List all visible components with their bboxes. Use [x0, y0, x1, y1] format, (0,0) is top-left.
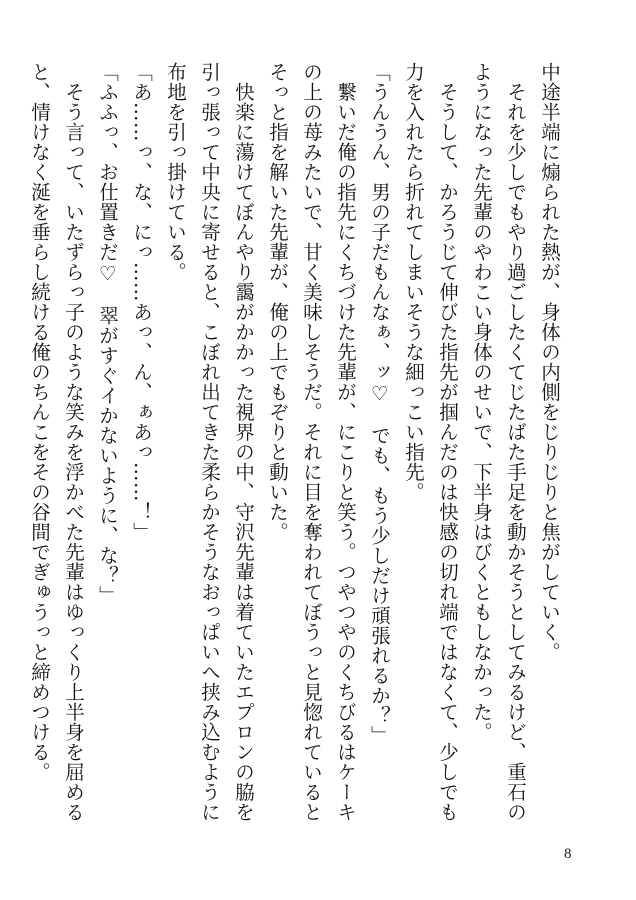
text-line-8: の上の苺みたいで、甘く美味しそうだ。それに目を奪われてぼうっと見惚れていると [300, 62, 323, 822]
text-line-11: 引っ張って中央に寄せると、こぼれ出てきた柔らかそうなおっぱいへ挟み込むように [198, 62, 221, 822]
text-line-5: 力を入れたら折れてしまいそうな細っこい指先。 [402, 62, 425, 502]
text-line-7: 繋いだ俺の指先にくちづけた先輩が、にこりと笑う。つやつやのくちびるはケーキ [334, 62, 357, 822]
text-line-3: ようになった先輩のやわこい身体のせいで、下半身はびくともしなかった。 [470, 62, 493, 742]
text-line-1: 中途半端に煽られた熱が、身体の内側をじりじりと焦がしていく。 [538, 62, 561, 662]
text-line-15: そう言って、いたずらっ子のような笑みを浮かべた先輩はゆっくり上半身を屈める [62, 62, 85, 822]
text-line-2: それを少しでもやり過ごしたくてじたばた手足を動かそうとしてみるけど、重石の [504, 62, 527, 822]
text-line-13: 「あ……っ、な、にっ……あっ、ん、ぁあっ……！」 [130, 62, 153, 542]
text-line-10: 快楽に蕩けてぼんやり靄がかかった視界の中、守沢先輩は着ていたエプロンの脇を [232, 62, 255, 822]
text-line-12: 布地を引っ掛けている。 [164, 62, 187, 282]
text-line-9: そっと指を解いた先輩が、俺の上でもぞりと動いた。 [266, 62, 289, 542]
text-line-16: と、情けなく涎を垂らし続ける俺のちんこをその谷間でぎゅうっと締めつける。 [28, 62, 51, 782]
text-line-4: そうして、かろうじて伸びた指先が掴んだのは快感の切れ端ではなくて、少しでも [436, 62, 459, 822]
vertical-text-body [22, 62, 566, 822]
text-line-6: 「うんうん、男の子だもんなぁ、ッ♡ でも、もう少しだけ頑張れるか？」 [368, 62, 391, 746]
text-line-14: 「ふふっ、お仕置きだ♡ 翠がすぐイかないように、な？」 [96, 62, 119, 606]
page-number: 8 [564, 846, 572, 862]
